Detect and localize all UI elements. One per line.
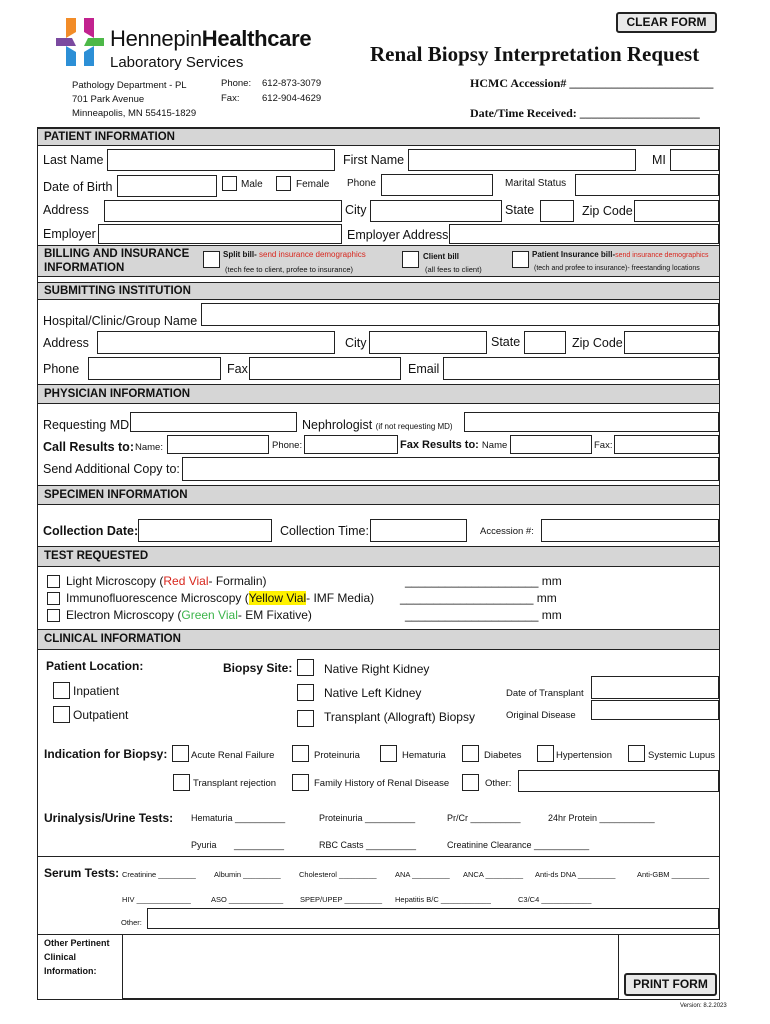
immunofluorescence-checkbox[interactable]	[47, 592, 60, 605]
s-hiv-field[interactable]: HIV _____________	[122, 895, 191, 904]
electron-microscopy-checkbox[interactable]	[47, 609, 60, 622]
logo-mark-icon	[54, 16, 106, 68]
diabetes-checkbox[interactable]	[462, 745, 479, 762]
u-hematuria-field[interactable]: Hematuria __________	[191, 813, 286, 823]
transplant-rejection-label: Transplant rejection	[193, 778, 277, 789]
employer-input[interactable]	[98, 224, 342, 244]
patient-location-label: Patient Location:	[46, 659, 144, 673]
split-bill-checkbox[interactable]	[203, 251, 220, 268]
light-microscopy-checkbox[interactable]	[47, 575, 60, 588]
mi-label: MI	[652, 153, 666, 167]
logo-wordmark	[110, 26, 311, 52]
immunofluorescence-mm-field[interactable]: ____________________ mm	[400, 591, 557, 605]
marital-status-label: Marital Status	[505, 178, 567, 189]
last-name-label: Last Name	[43, 153, 104, 167]
serum-label: Serum Tests:	[44, 866, 120, 880]
institution-phone-input[interactable]	[88, 357, 221, 380]
biopsy-site-label: Biopsy Site:	[223, 661, 293, 675]
u-prcr-field[interactable]: Pr/Cr __________	[447, 813, 521, 823]
specimen-accession-label: Accession #:	[480, 526, 534, 537]
institution-state-input[interactable]	[524, 331, 566, 354]
clinical-heading: CLINICAL INFORMATION	[38, 629, 719, 650]
call-phone-label: Phone:	[272, 440, 303, 451]
lab-address-line1: Pathology Department - PL	[72, 80, 187, 91]
other-indication-label: Other:	[485, 778, 512, 789]
collection-date-input[interactable]	[138, 519, 272, 542]
patient-address-input[interactable]	[104, 200, 342, 222]
electron-microscopy-mm-field[interactable]: ____________________ mm	[405, 608, 562, 622]
indication-label: Indication for Biopsy:	[44, 747, 168, 761]
requesting-md-input[interactable]	[130, 412, 297, 432]
lab-phone: 612-873-3079	[262, 78, 322, 89]
employer-label: Employer	[43, 227, 96, 241]
specimen-accession-input[interactable]	[541, 519, 719, 542]
dob-input[interactable]	[117, 175, 217, 197]
s-antigbm-field[interactable]: Anti-GBM _________	[637, 870, 710, 879]
lm-pre: Light Microscopy (	[66, 574, 164, 588]
nephrologist-note: (if not requesting MD)	[375, 422, 453, 431]
physician-heading: PHYSICIAN INFORMATION	[38, 384, 719, 404]
lab-phone-label: Phone:	[221, 78, 252, 89]
light-microscopy-mm-field[interactable]: ____________________ mm	[405, 574, 562, 588]
send-copy-input[interactable]	[182, 457, 719, 481]
inpatient-checkbox[interactable]	[53, 682, 70, 699]
female-label: Female	[296, 179, 330, 190]
call-name-label: Name:	[135, 442, 163, 453]
lab-fax-label: Fax:	[221, 93, 240, 104]
systemic-lupus-label: Systemic Lupus	[648, 750, 716, 761]
tests-heading: TEST REQUESTED	[38, 546, 719, 567]
native-left-label: Native Left Kidney	[324, 686, 422, 700]
male-checkbox[interactable]	[222, 176, 237, 191]
logo-subtitle: Laboratory Services	[110, 54, 244, 71]
institution-fax-label: Fax	[227, 362, 248, 376]
hypertension-label: Hypertension	[556, 750, 612, 761]
institution-zip-input[interactable]	[624, 331, 719, 354]
lm-post: - Formalin)	[208, 574, 267, 588]
patient-insurance-checkbox[interactable]	[512, 251, 529, 268]
s-alb-field[interactable]: Albumin _________	[214, 870, 281, 879]
outpatient-label: Outpatient	[73, 708, 129, 722]
form-title: Renal Biopsy Interpretation Request	[370, 42, 700, 66]
nephrologist-text: Nephrologist	[302, 418, 373, 432]
send-copy-label: Send Additional Copy to:	[43, 462, 180, 476]
collection-date-label: Collection Date:	[43, 524, 139, 538]
institution-zip-label: Zip Code	[572, 336, 623, 350]
patient-city-label: City	[345, 203, 367, 217]
logo-name-light: Hennepin	[110, 26, 202, 51]
institution-address-input[interactable]	[97, 331, 335, 354]
call-name-input[interactable]	[167, 435, 269, 454]
s-ana-field[interactable]: ANA _________	[395, 870, 450, 879]
date-time-received-field[interactable]: Date/Time Received: ____________________	[470, 106, 700, 120]
logo-name-bold: Healthcare	[201, 26, 312, 51]
clear-form-button[interactable]: CLEAR FORM	[616, 12, 717, 33]
s-antids-field[interactable]: Anti-ds DNA _________	[535, 870, 616, 879]
patient-insurance-note: send insurance demographics	[615, 252, 709, 259]
em-pre: Electron Microscopy (	[66, 608, 182, 622]
patient-address-label: Address	[43, 203, 89, 217]
lab-address-line2: 701 Park Avenue	[72, 94, 145, 105]
u-rbc-field[interactable]: RBC Casts __________	[319, 840, 417, 850]
first-name-input[interactable]	[408, 149, 636, 171]
patient-info-heading: PATIENT INFORMATION	[38, 128, 719, 146]
clinical-divider	[38, 856, 719, 857]
native-right-label: Native Right Kidney	[324, 662, 430, 676]
family-history-checkbox[interactable]	[292, 774, 309, 791]
hematuria-label: Hematuria	[402, 750, 446, 761]
fax-name-label: Name	[481, 440, 508, 451]
fax-results-label	[400, 439, 507, 451]
s-c3-field[interactable]: C3/C4 ____________	[518, 895, 592, 904]
patient-zip-input[interactable]	[634, 200, 719, 222]
client-bill-label: Client bill	[423, 252, 459, 261]
institution-fax-input[interactable]	[249, 357, 401, 380]
systemic-lupus-checkbox[interactable]	[628, 745, 645, 762]
other-indication-checkbox[interactable]	[462, 774, 479, 791]
other-indication-input[interactable]	[518, 770, 719, 792]
s-chol-field[interactable]: Cholesterol _________	[299, 870, 377, 879]
patient-insurance-label	[532, 250, 709, 259]
male-label: Male	[241, 179, 263, 190]
split-bill-text: Split bill-	[223, 250, 257, 259]
lm-vial: Red Vial	[163, 574, 209, 588]
proteinuria-checkbox[interactable]	[292, 745, 309, 762]
specimen-heading: SPECIMEN INFORMATION	[38, 485, 719, 505]
mi-input[interactable]	[670, 149, 719, 171]
patient-insurance-text: Patient Insurance bill-	[532, 250, 616, 259]
billing-heading-line1: BILLING AND INSURANCE	[44, 248, 190, 260]
original-disease-label: Original Disease	[506, 710, 576, 721]
patient-city-input[interactable]	[370, 200, 502, 222]
employer-address-input[interactable]	[449, 224, 719, 244]
outpatient-checkbox[interactable]	[53, 706, 70, 723]
lab-fax: 612-904-4629	[262, 93, 322, 104]
urinalysis-label: Urinalysis/Urine Tests:	[44, 811, 174, 825]
s-creat-field[interactable]: Creatinine _________	[122, 870, 196, 879]
other-pertinent-input[interactable]	[122, 934, 619, 999]
institution-city-label: City	[345, 336, 367, 350]
first-name-label: First Name	[343, 153, 405, 167]
nephrologist-input[interactable]	[464, 412, 719, 432]
patient-state-label: State	[505, 203, 535, 217]
em-post: - EM Fixative)	[237, 608, 312, 622]
last-name-input[interactable]	[107, 149, 335, 171]
transplant-biopsy-checkbox[interactable]	[297, 710, 314, 727]
institution-heading: SUBMITTING INSTITUTION	[38, 282, 719, 300]
light-microscopy-label	[66, 574, 267, 588]
s-other-input[interactable]	[147, 908, 719, 929]
client-bill-sub: (all fees to client)	[425, 265, 482, 274]
call-phone-input[interactable]	[304, 435, 398, 454]
print-form-button[interactable]: PRINT FORM	[624, 973, 717, 996]
s-anca-field[interactable]: ANCA _________	[463, 870, 524, 879]
s-aso-field[interactable]: ASO _____________	[211, 895, 284, 904]
date-transplant-input[interactable]	[591, 676, 719, 699]
original-disease-input[interactable]	[591, 700, 719, 720]
fax-fax-label: Fax:	[594, 440, 613, 451]
hematuria-checkbox[interactable]	[380, 745, 397, 762]
if-post: - IMF Media)	[306, 591, 375, 605]
fax-name-input[interactable]	[510, 435, 592, 454]
employer-address-label: Employer Address	[347, 228, 449, 242]
fax-results-text: Fax Results to:	[400, 439, 479, 451]
patient-insurance-sub: (tech and profee to insurance)- freestanding locations	[534, 265, 700, 272]
transplant-biopsy-label: Transplant (Allograft) Biopsy	[324, 710, 475, 724]
call-results-label: Call Results to:	[43, 440, 134, 454]
proteinuria-label: Proteinuria	[314, 750, 360, 761]
acute-renal-failure-checkbox[interactable]	[172, 745, 189, 762]
patient-state-input[interactable]	[540, 200, 574, 222]
hospital-input[interactable]	[201, 303, 719, 326]
split-bill-label	[223, 250, 366, 259]
acute-renal-failure-label: Acute Renal Failure	[191, 750, 275, 761]
u-24hr-field[interactable]: 24hr Protein ___________	[548, 813, 655, 823]
institution-email-label: Email	[408, 362, 440, 376]
hcmc-accession-field[interactable]: HCMC Accession# ________________________	[470, 76, 714, 90]
version-label: Version: 8.2.2023	[680, 1003, 727, 1009]
s-other-label: Other:	[121, 918, 142, 927]
u-proteinuria-field[interactable]: Proteinuria __________	[319, 813, 416, 823]
client-bill-checkbox[interactable]	[402, 251, 419, 268]
nephrologist-label	[302, 418, 453, 432]
collection-time-input[interactable]	[370, 519, 467, 542]
s-spep-field[interactable]: SPEP/UPEP _________	[300, 895, 383, 904]
requesting-md-label: Requesting MD	[43, 418, 130, 432]
patient-phone-input[interactable]	[381, 174, 493, 196]
if-vial: Yellow Vial	[248, 591, 307, 605]
immunofluorescence-label	[66, 591, 374, 605]
institution-address-label: Address	[43, 336, 89, 350]
female-checkbox[interactable]	[276, 176, 291, 191]
inpatient-label: Inpatient	[73, 684, 120, 698]
u-creat-field[interactable]: Creatinine Clearance ___________	[447, 840, 590, 850]
hospital-label: Hospital/Clinic/Group Name	[43, 314, 198, 328]
institution-email-input[interactable]	[443, 357, 719, 380]
diabetes-label: Diabetes	[484, 750, 522, 761]
electron-microscopy-label	[66, 608, 312, 622]
date-transplant-label: Date of Transplant	[506, 688, 584, 699]
s-hep-field[interactable]: Hepatitis B/C ____________	[395, 895, 491, 904]
native-right-checkbox[interactable]	[297, 659, 314, 676]
patient-zip-label: Zip Code	[582, 204, 633, 218]
em-vial: Green Vial	[181, 608, 238, 622]
billing-heading-line2: INFORMATION	[44, 262, 125, 274]
u-pyuria-field[interactable]: Pyuria __________	[191, 840, 285, 850]
family-history-label: Family History of Renal Disease	[314, 778, 450, 789]
patient-phone-label: Phone	[347, 178, 376, 189]
other-pertinent-label: Other Pertinent Clinical Information:	[44, 938, 110, 976]
if-pre: Immunofluorescence Microscopy (	[66, 591, 249, 605]
hypertension-checkbox[interactable]	[537, 745, 554, 762]
institution-phone-label: Phone	[43, 362, 80, 376]
institution-city-input[interactable]	[369, 331, 487, 354]
split-bill-note: send insurance demographics	[259, 250, 366, 259]
transplant-rejection-checkbox[interactable]	[173, 774, 190, 791]
collection-time-label: Collection Time:	[280, 524, 369, 538]
lab-address-line3: Minneapolis, MN 55415-1829	[72, 108, 197, 119]
fax-fax-input[interactable]	[614, 435, 719, 454]
split-bill-sub: (tech fee to client, profee to insurance)	[225, 265, 353, 274]
institution-state-label: State	[491, 335, 521, 349]
native-left-checkbox[interactable]	[297, 684, 314, 701]
dob-label: Date of Birth	[43, 180, 113, 194]
marital-status-input[interactable]	[575, 174, 719, 196]
